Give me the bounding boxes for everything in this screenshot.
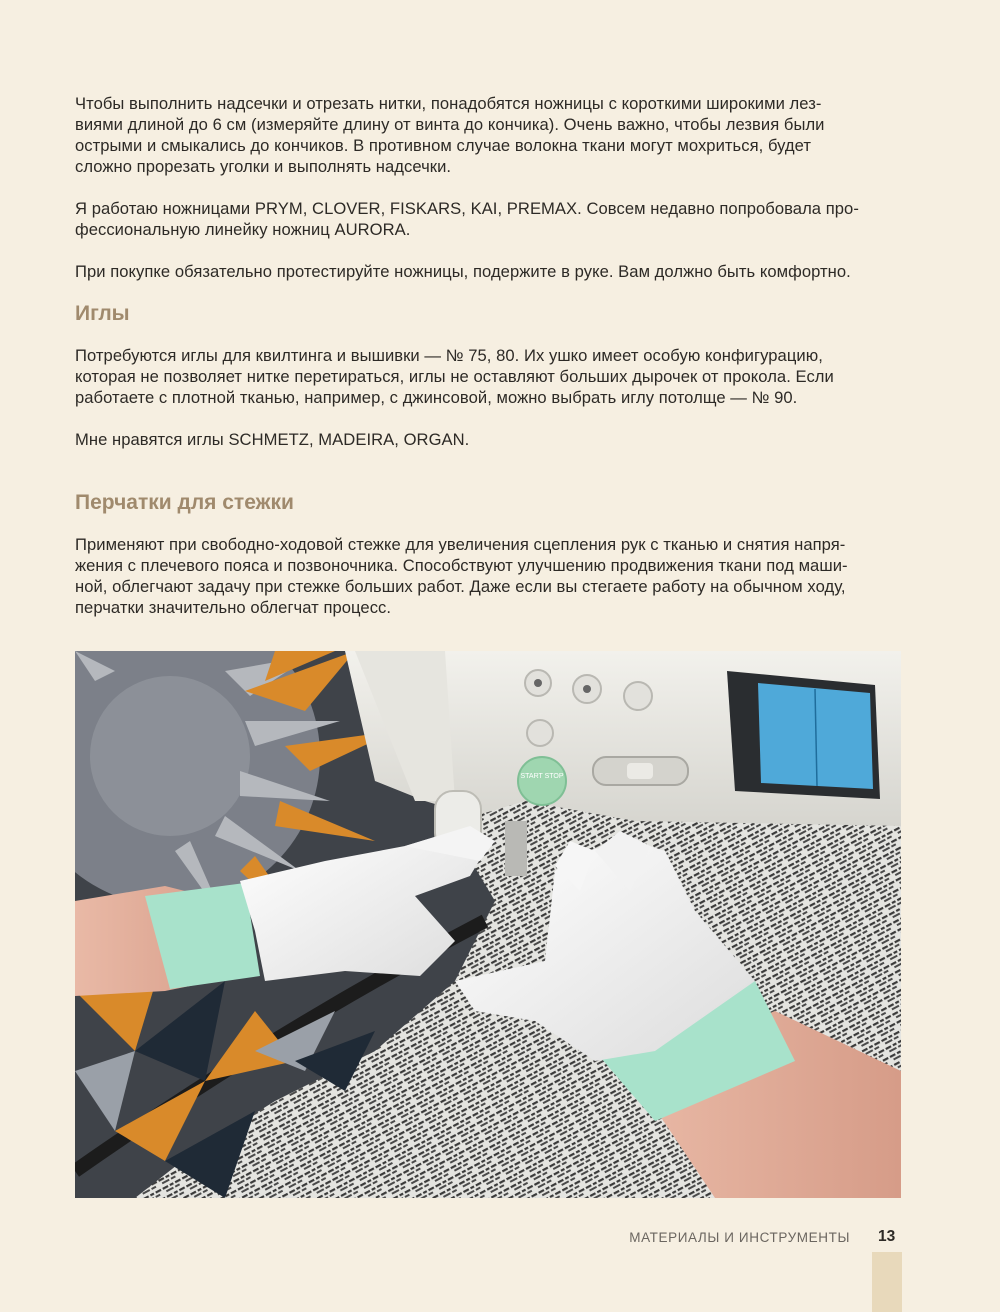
text-line: При покупке обязательно протестируйте ножницы, подержите в руке. Вам должно быть комфортно. [75,262,851,281]
gloves-heading: Перчатки для стежки [75,491,294,514]
text-line: Применяют при свободно-ходовой стежке для увеличения сцепления рук с тканью и снятия напря- [75,535,846,554]
text-line: острыми и смыкались до кончиков. В противном случае волокна ткани могут мохриться, будет [75,136,812,155]
gloves-paragraph [75,534,905,618]
presser-foot [505,821,527,876]
section-running-title: МАТЕРИАЛЫ И ИНСТРУМЕНТЫ [629,1230,850,1245]
text-line: работаете с плотной тканью, например, с джинсовой, можно выбрать иглу потолще — № 90. [75,388,798,407]
needles-paragraph [75,345,905,408]
scissors-test-paragraph [75,261,905,282]
machine-button-dot [534,679,542,687]
text-line: сложно прорезать уголки и выполнять надсечки. [75,157,452,176]
start-stop-button [518,757,566,805]
machine-button [624,682,652,710]
page-number: 13 [878,1228,896,1245]
text-line: которая не позволяет нитке перетираться, иглы не оставляют больших дырочек от прокола. Если [75,367,834,386]
start-stop-label: START STOP [520,773,564,780]
needles-brands-paragraph [75,429,905,450]
scissors-brands-paragraph [75,198,905,240]
page-edge-tab [872,1252,902,1312]
text-line: Потребуются иглы для квилтинга и вышивки — № 75, 80. Их ушко имеет особую конфигурацию, [75,346,823,365]
speed-slider-knob [627,763,653,779]
text-line: Чтобы выполнить надсечки и отрезать нитки, понадобятся ножницы с короткими широкими лез- [75,94,822,113]
scissors-paragraph [75,93,905,177]
text-line: жения с плечевого пояса и позвоночника. Способствуют улучшению продвижения ткани под маши- [75,556,848,575]
text-line: фессиональную линейку ножниц AURORA. [75,220,411,239]
machine-button-dot [583,685,591,693]
text-line: виями длиной до 6 см (измеряйте длину от винта до кончика). Очень важно, чтобы лезвия были [75,115,825,134]
text-line: ной, облегчают задачу при стежке больших работ. Даже если вы стегаете работу на обычном ходу, [75,577,846,596]
needles-heading: Иглы [75,302,130,325]
sewing-machine-photo [75,651,901,1198]
photo-illustration [75,651,901,1198]
text-line: Я работаю ножницами PRYM, CLOVER, FISKARS, KAI, PREMAX. Совсем недавно попробовала про- [75,199,859,218]
quilt-medallion-inner [90,676,250,836]
text-line: перчатки значительно облегчат процесс. [75,598,392,617]
machine-button [527,720,553,746]
text-line: Мне нравятся иглы SCHMETZ, MADEIRA, ORGAN. [75,430,470,449]
